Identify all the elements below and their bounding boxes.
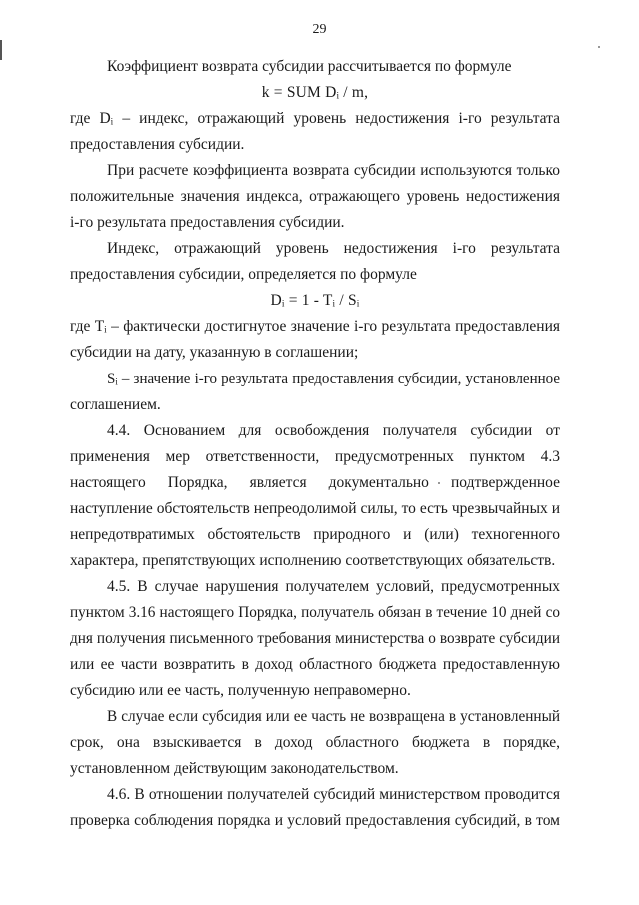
text-line: настоящего Порядка, является документально подтвержденное [70,474,560,491]
paragraph-4-4-start: 4.4. Основанием для освобождения получателя субсидии от [107,422,560,439]
text-line: положительные значения индекса, отражающего уровень недостижения [70,188,560,205]
text-line: применения мер ответственности, предусмотренных пунктом 4.3 [70,448,560,465]
text-line: характера, препятствующих исполнению соответствующих обязательств. [70,552,556,569]
text-line: субсидию или ее часть, полученную неправомерно. [70,682,411,699]
text-line: где Dᵢ – индекс, отражающий уровень недостижения i-го результата [70,110,560,127]
text-line: соглашением. [70,396,161,413]
text-line: предоставления субсидии, определяется по формуле [70,266,417,283]
text-line: где Tᵢ – фактически достигнутое значение i-го результата предоставления [70,318,560,335]
text-line: установленном действующим законодательством. [70,760,399,777]
text-line: субсидии на дату, указанную в соглашении; [70,344,359,361]
formula-line: k = SUM Dᵢ / m, [261,84,369,101]
text-line: Sᵢ – значение i-го результата предоставления субсидии, установленное [107,371,560,387]
paragraph-4-5-start: 4.5. В случае нарушения получателем условий, предусмотренных [107,578,560,595]
text-line: предоставления субсидии. [70,136,245,153]
text-line: наступление обстоятельств непреодолимой силы, то есть чрезвычайных и [70,500,560,517]
text-line: пунктом 3.16 настоящего Порядка, получатель обязан в течение 10 дней со [70,604,560,621]
text-line: дня получения письменного требования министерства о возврате субсидии [70,630,560,647]
text-line: Коэффициент возврата субсидии рассчитывается по формуле [107,58,512,75]
text-line: В случае если субсидия или ее часть не возвращена в установленный [107,708,560,725]
scan-edge-mark [0,40,2,60]
page-number: 29 [312,22,327,37]
formula-line: Dᵢ = 1 - Tᵢ / Sᵢ [270,292,360,309]
text-line: При расчете коэффициента возврата субсидии используются только [107,162,560,179]
text-line: i-го результата предоставления субсидии. [70,214,345,231]
text-line: срок, она взыскивается в доход областного бюджета в порядке, [70,734,560,751]
document-body [70,54,560,834]
scan-speck [598,46,600,48]
text-line: непредотвратимых обстоятельств природного и (или) техногенного [70,526,560,543]
text-line: проверка соблюдения порядка и условий предоставления субсидий, в том [70,812,560,829]
text-line: или ее части возвратить в доход областного бюджета предоставленную [70,656,560,673]
paragraph-4-6-start: 4.6. В отношении получателей субсидий министерством проводится [107,786,560,803]
text-line: Индекс, отражающий уровень недостижения i-го результата [107,240,560,257]
